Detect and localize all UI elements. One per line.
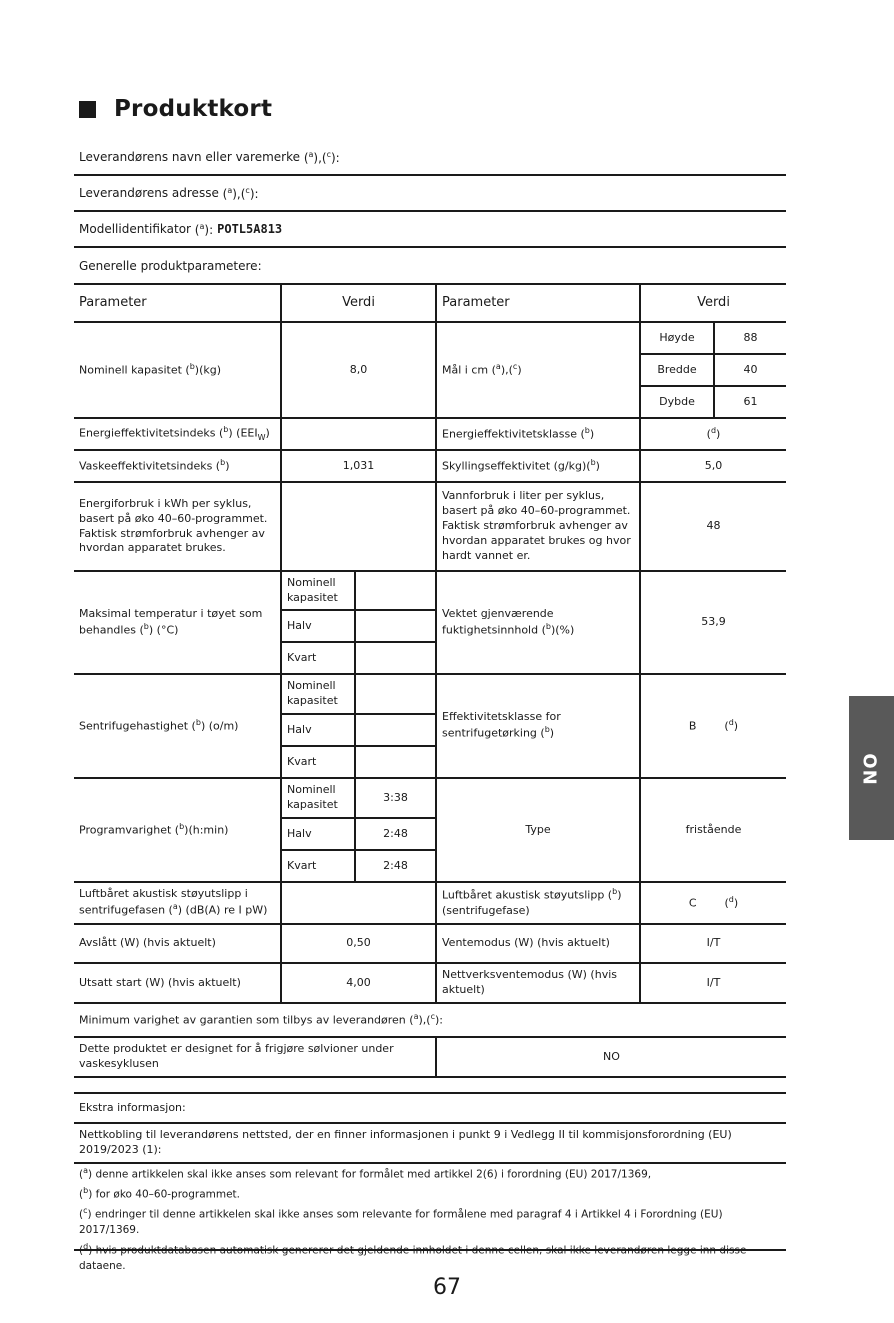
energy-class-value: ($^d$) xyxy=(640,418,786,450)
sup-a: a xyxy=(227,185,233,195)
table-row xyxy=(74,571,786,610)
max-temp-quarter-value xyxy=(355,642,436,674)
off-value: 0,50 xyxy=(281,924,436,963)
spin-quarter-value xyxy=(355,746,436,778)
table-row xyxy=(74,674,786,714)
weblink-label: Nettkobling til leverandørens nettsted, der en finner informasjonen i punkt 9 i Vedlegg II til kommisjonsforordning (EU) 2019/2023 (1): xyxy=(74,1123,786,1163)
duration-nominal-value: 3:38 xyxy=(355,778,436,818)
table-row xyxy=(74,882,786,924)
silver-label: Dette produktet er designet for å frigjøre sølvioner under vaskesyklusen xyxy=(74,1037,436,1077)
max-temp-nominal-value xyxy=(355,571,436,610)
wash-index-value: 1,031 xyxy=(281,450,436,482)
spin-nominal-value xyxy=(355,674,436,714)
moisture-label-cell: Vektet gjenværende fuktighetsinnhold ($^b$)(%) xyxy=(436,571,640,674)
delay-label: Utsatt start (W) (hvis aktuelt) xyxy=(74,963,281,1003)
weblink-row xyxy=(74,1123,786,1163)
supplier-address-label: Leverandørens adresse xyxy=(79,186,219,200)
general-params-row xyxy=(74,248,786,283)
dimensions-label-cell: Mål i cm ($^a$),($^c$) xyxy=(436,322,640,418)
table-row xyxy=(74,482,786,571)
sup-c: c xyxy=(245,185,250,195)
footnote-d: ($^d$) hvis produktdatabasen automatisk genererer det gjeldende innholdet i denne cellen, skal ikke leverandøren legge inn disse dataene. xyxy=(79,1241,747,1272)
footnote-b: ($^b$) for øko 40–60-programmet. xyxy=(79,1186,241,1201)
depth-value: 61 xyxy=(714,386,786,418)
table-row xyxy=(74,924,786,963)
max-temp-nominal-label: Nominell kapasitet xyxy=(281,571,355,610)
header-value-2: Verdi xyxy=(640,284,786,322)
header-parameter-1: Parameter xyxy=(74,284,281,322)
warranty-cell: Minimum varighet av garantien som tilbys av leverandøren ($^a$),($^c$): xyxy=(74,1003,786,1037)
capacity-label-cell: Nominell kapasitet ($^b$)(kg) xyxy=(74,322,281,418)
table-row xyxy=(74,963,786,1003)
rinse-value: 5,0 xyxy=(640,450,786,482)
max-temp-label-cell: Maksimal temperatur i tøyet som behandles ($^b$) (°C) xyxy=(74,571,281,674)
type-value: fristående xyxy=(640,778,786,882)
page-number: 67 xyxy=(433,1275,461,1300)
type-label: Type xyxy=(436,778,640,882)
supplier-address-row: Leverandørens adresse ($^a$),($^c$): xyxy=(74,176,786,212)
height-value: 88 xyxy=(714,322,786,354)
noise-class-value-cell: C ($^d$) xyxy=(640,882,786,924)
duration-half-value: 2:48 xyxy=(355,818,436,850)
wash-index-label-cell: Vaskeeffektivitetsindeks ($^b$) xyxy=(74,450,281,482)
spin-quarter-label: Kvart xyxy=(281,746,355,778)
sup-c: c xyxy=(326,149,331,159)
footnote-c: ($^c$) endringer til denne artikkelen skal ikke anses som relevante for formålene med paragraf 4 i Artikkel 4 i Forordning (EU) 2017/1369. xyxy=(79,1206,723,1236)
standby-value: I/T xyxy=(640,924,786,963)
water-use-value: 48 xyxy=(640,482,786,571)
width-label: Bredde xyxy=(640,354,714,386)
spacer-row xyxy=(74,1077,786,1093)
delay-value: 4,00 xyxy=(281,963,436,1003)
extra-info-label: Ekstra informasjon: xyxy=(74,1093,786,1123)
noise-label-cell-2: Luftbåret akustisk støyutslipp ($^b$) (sentrifugefase) xyxy=(436,882,640,924)
language-code: NO xyxy=(861,751,882,785)
model-value: POTL5A813 xyxy=(217,222,283,236)
general-params-label: Generelle produktparametere: xyxy=(79,258,262,273)
silver-value: NO xyxy=(436,1037,786,1077)
eei-label-cell: Energieffektivitetsindeks ($^b$) $(EEI_W)$ xyxy=(74,418,281,450)
duration-quarter-label: Kvart xyxy=(281,850,355,882)
eei-value xyxy=(281,418,436,450)
footnotes xyxy=(74,1163,786,1272)
model-label: Modellidentifikator xyxy=(79,222,191,236)
sup-a: a xyxy=(308,149,314,159)
page-title xyxy=(79,94,272,124)
duration-half-label: Halv xyxy=(281,818,355,850)
rinse-label-cell: Skyllingseffektivitet (g/kg)($^b$) xyxy=(436,450,640,482)
energy-use-value xyxy=(281,482,436,571)
model-row: Modellidentifikator ($^a$): POTL5A813 xyxy=(74,212,786,248)
max-temp-half-label: Halv xyxy=(281,610,355,642)
spin-class-value-cell: B ($^d$) xyxy=(640,674,786,778)
depth-label: Dybde xyxy=(640,386,714,418)
table-row xyxy=(74,450,786,482)
height-label: Høyde xyxy=(640,322,714,354)
off-label: Avslått (W) (hvis aktuelt) xyxy=(74,924,281,963)
table-row xyxy=(74,418,786,450)
warranty-row xyxy=(74,1003,786,1037)
network-value: I/T xyxy=(640,963,786,1003)
extra-info-row xyxy=(74,1093,786,1123)
footnote-a: ($^a$) denne artikkelen skal ikke anses som relevant for formålet med artikkel 2(6) i forordning (EU) 2017/1369, xyxy=(79,1166,652,1181)
noise-value-1 xyxy=(281,882,436,924)
network-label: Nettverksventemodus (W) (hvis aktuelt) xyxy=(436,963,640,1003)
noise-label-cell-1: Luftbåret akustisk støyutslipp i sentrifugefasen ($^a$) (dB(A) re I pW) xyxy=(74,882,281,924)
max-temp-quarter-label: Kvart xyxy=(281,642,355,674)
table-row xyxy=(74,322,786,354)
standby-label: Ventemodus (W) (hvis aktuelt) xyxy=(436,924,640,963)
duration-label-cell: Programvarighet ($^b$)(h:min) xyxy=(74,778,281,882)
spin-half-value xyxy=(355,714,436,746)
table-row xyxy=(74,778,786,818)
header-parameter-2: Parameter xyxy=(436,284,640,322)
duration-nominal-label: Nominell kapasitet xyxy=(281,778,355,818)
supplier-name-row: Leverandørens navn eller varemerke ($^a$),($^c$): xyxy=(74,140,786,176)
moisture-value: 53,9 xyxy=(640,571,786,674)
max-temp-half-value xyxy=(355,610,436,642)
title-text: Produktkort xyxy=(114,96,273,122)
sup-a: a xyxy=(199,221,205,231)
silver-row xyxy=(74,1037,786,1077)
duration-quarter-value: 2:48 xyxy=(355,850,436,882)
energy-class-label-cell: Energieffektivitetsklasse ($^b$) xyxy=(436,418,640,450)
spin-nominal-label: Nominell kapasitet xyxy=(281,674,355,714)
table-header-row xyxy=(74,284,786,322)
header-value-1: Verdi xyxy=(281,284,436,322)
parameter-table xyxy=(74,283,786,1164)
width-value: 40 xyxy=(714,354,786,386)
water-use-label: Vannforbruk i liter per syklus, basert på øko 40–60-programmet. Faktisk strømforbruk avhenger av hvordan apparatet brukes og hvor hardt vannet er. xyxy=(436,482,640,571)
language-side-tab xyxy=(849,696,894,840)
supplier-name-label: Leverandørens navn eller varemerke xyxy=(79,150,300,164)
spin-half-label: Halv xyxy=(281,714,355,746)
spin-class-label-cell: Effektivitetsklasse for sentrifugetørking ($^b$) xyxy=(436,674,640,778)
spin-speed-label-cell: Sentrifugehastighet ($^b$) (o/m) xyxy=(74,674,281,778)
energy-use-label: Energiforbruk i kWh per syklus, basert på øko 40–60-programmet. Faktisk strømforbruk avhenger av hvordan apparatet brukes. xyxy=(74,482,281,571)
title-square-icon xyxy=(79,101,96,118)
capacity-value: 8,0 xyxy=(281,322,436,418)
